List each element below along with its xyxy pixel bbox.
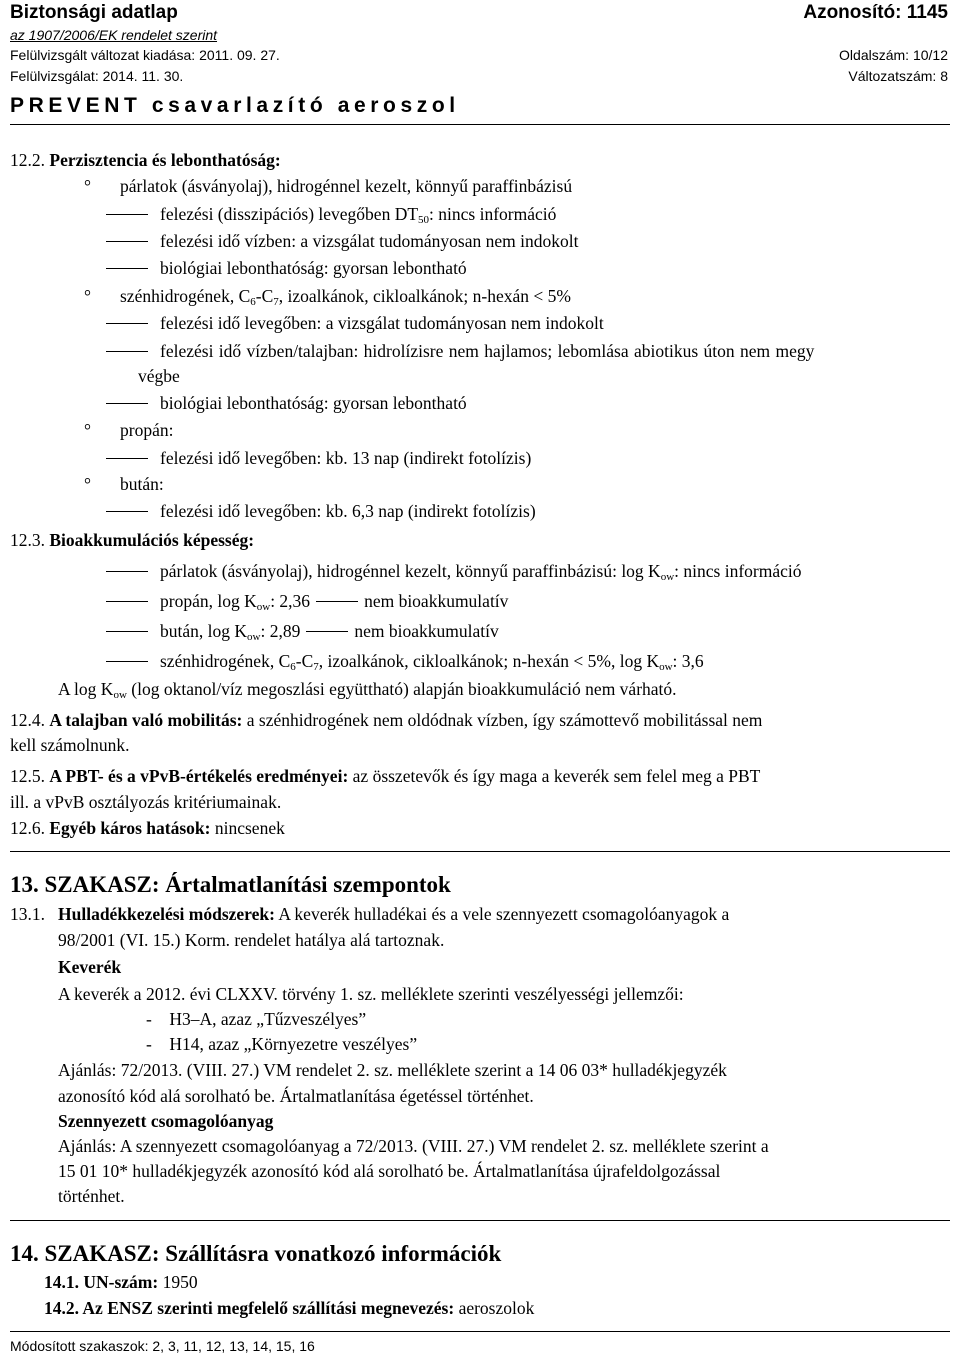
bullet-icon: ° xyxy=(84,176,91,196)
bullet-icon: ° xyxy=(84,286,91,306)
section-12-4-continuation: kell számolnunk. xyxy=(10,735,130,755)
section-13-1-continuation: 98/2001 (VI. 15.) Korm. rendelet hatálya alá tartoznak. xyxy=(58,930,445,950)
page-number: Oldalszám: 10/12 xyxy=(839,47,948,63)
section-14-heading: 14. SZAKASZ: Szállításra vonatkozó információk xyxy=(10,1241,502,1266)
section-12-5-continuation: ill. a vPvB osztályozás kritériumainak. xyxy=(10,792,282,812)
regulation-reference: az 1907/2006/EK rendelet szerint xyxy=(10,27,218,43)
bullet-icon: ° xyxy=(84,474,91,494)
bioaccumulation-note: A $\log K_{ow}$ (log oktanol/víz megoszlási együttható) alapján bioakkumuláció nem várható. xyxy=(58,679,677,701)
dash-icon xyxy=(106,241,148,242)
dash-icon xyxy=(106,268,148,269)
bullet-item: ° propán: xyxy=(84,420,174,440)
dash-item: felezési idő levegőben: kb. 6,3 nap (indirekt fotolízis) xyxy=(106,498,536,524)
hazard-h3: - H3–A, azaz „Tűzveszélyes” xyxy=(146,1009,367,1029)
bullet-icon: ° xyxy=(84,420,91,440)
dash-item: felezési idő levegőben: a vizsgálat tudományosan nem indokolt xyxy=(106,310,604,336)
un-number: 14.1. UN-szám: 1950 xyxy=(44,1272,198,1292)
section-12-2-title: 12.2. Perzisztencia és lebonthatóság: xyxy=(10,150,281,170)
recommendation-waste-code-continuation: azonosító kód alá sorolható be. Ártalmatlanítása égetéssel történhet. xyxy=(58,1086,534,1106)
revision-issue: Felülvizsgált változat kiadása: 2011. 09. 27. xyxy=(10,47,280,63)
section-13-1: 13.1. xyxy=(10,904,45,924)
section-divider xyxy=(10,1220,950,1221)
un-shipping-name: 14.2. Az ENSZ szerinti megfelelő szállítási megnevezés: aeroszolok xyxy=(44,1298,535,1318)
dash-item: szénhidrogének, $C_6-C_7$, izoalkánok, cikloalkánok; n-hexán < 5%, $\log K_{ow}$: 3,6 xyxy=(106,648,704,674)
product-name: PREVENT csavarlazító aeroszol xyxy=(10,94,460,117)
dash-item: párlatok (ásványolaj), hidrogénnel kezelt, könnyű paraffinbázisú: $\log K_{ow}$: nincs információ xyxy=(106,558,801,584)
header-divider xyxy=(10,124,950,125)
footer-divider xyxy=(10,1331,950,1332)
bullet-item: ° bután: xyxy=(84,474,164,494)
dash-item: felezési idő vízben: a vizsgálat tudományosan nem indokolt xyxy=(106,228,578,254)
keverek-text: A keverék a 2012. évi CLXXV. törvény 1. sz. melléklete szerinti veszélyességi jellemzői: xyxy=(58,984,684,1004)
packaging-text-line3: történhet. xyxy=(58,1186,125,1206)
section-12-6: 12.6. Egyéb káros hatások: nincsenek xyxy=(10,818,285,838)
hazard-h14: - H14, azaz „Környezetre veszélyes” xyxy=(146,1034,418,1054)
document-title: Biztonsági adatlap xyxy=(10,2,178,23)
dash-item: bután, $\log K_{ow}$: 2,89 nem bioakkumulatív xyxy=(106,618,499,644)
dash-item: felezési (disszipációs) levegőben $DT_{50}$: nincs információ xyxy=(106,201,556,227)
dash-item: biológiai lebonthatóság: gyorsan lebontható xyxy=(106,255,467,281)
dash-icon xyxy=(106,403,148,404)
dash-icon xyxy=(106,661,148,662)
revision-date: Felülvizsgálat: 2014. 11. 30. xyxy=(10,68,184,84)
section-13-1-text: Hulladékkezelési módszerek: A keverék hulladékai és a vele szennyezett csomagolóanyagok a xyxy=(58,904,730,924)
packaging-text-line2: 15 01 10* hulladékjegyzék azonosító kód alá sorolható be. Ártalmatlanítása újrafeldolgozással xyxy=(58,1161,721,1181)
modified-sections: Módosított szakaszok: 2, 3, 11, 12, 13, 14, 15, 16 xyxy=(10,1338,315,1354)
dash-icon xyxy=(106,323,148,324)
keverek-subtitle: Keverék xyxy=(58,957,122,977)
dash-item: felezési idő vízben/talajban: hidrolízisre nem hajlamos; lebomlása abiotikus úton nem megy xyxy=(106,338,814,364)
bullet-item: ° szénhidrogének, $C_6-C_7$, izoalkánok, cikloalkánok; n-hexán < 5% xyxy=(84,286,571,308)
dash-item: felezési idő levegőben: kb. 13 nap (indirekt fotolízis) xyxy=(106,445,531,471)
dash-icon xyxy=(106,631,148,632)
section-divider xyxy=(10,851,950,852)
dash-icon xyxy=(316,601,358,602)
dash-icon xyxy=(106,351,148,352)
dash-icon xyxy=(106,511,148,512)
bullet-item: ° párlatok (ásványolaj), hidrogénnel kezelt, könnyű paraffinbázisú xyxy=(84,176,573,196)
dash-icon xyxy=(106,458,148,459)
document-id: Azonosító: 1145 xyxy=(803,2,948,23)
dash-icon xyxy=(106,214,148,215)
dash-item-continuation: végbe xyxy=(138,366,180,386)
dash-icon xyxy=(106,601,148,602)
packaging-subtitle: Szennyezett csomagolóanyag xyxy=(58,1111,274,1131)
section-12-3-title: 12.3. Bioakkumulációs képesség: xyxy=(10,530,255,550)
packaging-text-line1: Ajánlás: A szennyezett csomagolóanyag a 72/2013. (VIII. 27.) VM rendelet 2. sz. melléklete szerint a xyxy=(58,1136,769,1156)
dash-icon xyxy=(106,571,148,572)
dash-item: biológiai lebonthatóság: gyorsan lebontható xyxy=(106,390,467,416)
section-13-heading: 13. SZAKASZ: Ártalmatlanítási szempontok xyxy=(10,872,451,897)
version-number: Változatszám: 8 xyxy=(848,68,948,84)
section-12-4: 12.4. A talajban való mobilitás: a szénhidrogének nem oldódnak vízben, így számottevő mobilitással nem xyxy=(10,710,763,730)
recommendation-waste-code: Ajánlás: 72/2013. (VIII. 27.) VM rendelet 2. sz. melléklete szerint a 14 06 03* hulladékjegyzék xyxy=(58,1060,727,1080)
dash-item: propán, $\log K_{ow}$: 2,36 nem bioakkumulatív xyxy=(106,588,508,614)
dash-icon xyxy=(306,631,348,632)
section-12-5: 12.5. A PBT- és a vPvB-értékelés eredményei: az összetevők és így maga a keverék sem felel meg a PBT xyxy=(10,766,761,786)
